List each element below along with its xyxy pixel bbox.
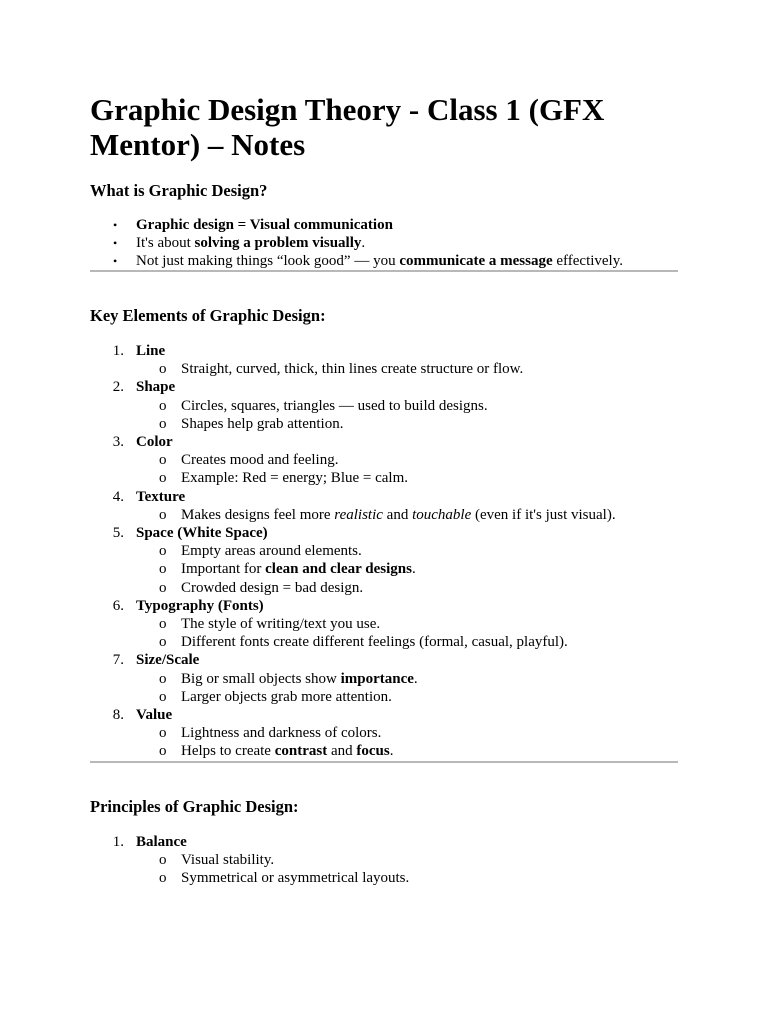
numbered-item xyxy=(90,524,678,597)
principles-list xyxy=(90,833,678,888)
item-number: 1. xyxy=(112,833,124,850)
list-item: • Graphic design = Visual communication xyxy=(113,217,393,233)
item-label: Space (White Space) xyxy=(136,525,268,542)
numbered-item xyxy=(90,597,678,652)
numbered-item xyxy=(90,833,678,888)
item-label: Shape xyxy=(136,379,176,396)
sub-list xyxy=(136,851,678,887)
sub-list-item: o Big or small objects show importance. xyxy=(159,670,418,687)
item-number: 6. xyxy=(112,597,124,614)
sub-list xyxy=(136,670,678,706)
sub-bullet-icon: o xyxy=(159,561,167,578)
numbered-item xyxy=(90,433,678,488)
sub-bullet-icon: o xyxy=(159,743,167,760)
sub-bullet-icon: o xyxy=(159,452,167,469)
horizontal-divider xyxy=(90,270,678,272)
sub-list-item: o Crowded design = bad design. xyxy=(159,579,364,596)
sub-list xyxy=(136,724,678,760)
list-item: • It's about solving a problem visually. xyxy=(113,235,366,251)
numbered-item xyxy=(90,651,678,706)
item-label: Texture xyxy=(136,488,186,505)
sub-bullet-icon: o xyxy=(159,688,167,705)
sub-list xyxy=(136,451,678,487)
sub-bullet-icon: o xyxy=(159,670,167,687)
sub-list-item: o Empty areas around elements. xyxy=(159,543,362,560)
bullet-icon: • xyxy=(113,218,118,232)
item-label: Color xyxy=(136,434,173,451)
numbered-item xyxy=(90,488,678,524)
sub-list-item: o The style of writing/text you use. xyxy=(159,616,381,633)
item-number: 8. xyxy=(112,707,124,724)
sub-list xyxy=(136,542,678,597)
section-heading-what-is: What is Graphic Design? xyxy=(90,181,268,200)
sub-list-item: o Symmetrical or asymmetrical layouts. xyxy=(159,870,410,887)
sub-list xyxy=(136,360,678,378)
sub-bullet-icon: o xyxy=(159,870,167,887)
sub-list-item: o Larger objects grab more attention. xyxy=(159,688,392,705)
sub-bullet-icon: o xyxy=(159,415,167,432)
sub-bullet-icon: o xyxy=(159,506,167,523)
numbered-item xyxy=(90,706,678,761)
list-item: • Not just making things “look good” — you communicate a message effectively. xyxy=(113,253,624,269)
item-number: 2. xyxy=(112,379,124,396)
document-page xyxy=(90,92,678,887)
bullet-list xyxy=(90,216,678,270)
item-label: Value xyxy=(136,707,173,724)
sub-list-item: o Shapes help grab attention. xyxy=(159,415,344,432)
sub-bullet-icon: o xyxy=(159,634,167,651)
sub-list-item: o Straight, curved, thick, thin lines create structure or flow. xyxy=(159,361,524,378)
item-label: Typography (Fonts) xyxy=(136,597,264,614)
sub-bullet-icon: o xyxy=(159,470,167,487)
key-elements-list xyxy=(90,342,678,761)
sub-list-item: o Example: Red = energy; Blue = calm. xyxy=(159,470,408,487)
sub-list xyxy=(136,397,678,433)
sub-list-item: o Visual stability. xyxy=(159,851,275,868)
item-number: 5. xyxy=(112,525,124,542)
sub-bullet-icon: o xyxy=(159,616,167,633)
item-number: 3. xyxy=(112,434,124,451)
page-title: Graphic Design Theory - Class 1 (GFX Mentor) – Notes xyxy=(90,92,605,162)
sub-list-item: o Makes designs feel more realistic and touchable (even if it's just visual). xyxy=(159,506,616,523)
item-number: 1. xyxy=(112,343,124,359)
item-label: Size/Scale xyxy=(136,652,200,669)
sub-list xyxy=(136,615,678,651)
sub-bullet-icon: o xyxy=(159,361,167,378)
numbered-item xyxy=(90,378,678,433)
sub-list-item: o Circles, squares, triangles — used to build designs. xyxy=(159,397,488,414)
item-label: Balance xyxy=(136,833,187,850)
sub-list-item: o Creates mood and feeling. xyxy=(159,452,339,469)
sub-list-item: o Different fonts create different feelings (formal, casual, playful). xyxy=(159,634,568,651)
item-number: 4. xyxy=(112,488,124,505)
sub-list xyxy=(136,506,678,524)
section-heading-key-elements: Key Elements of Graphic Design: xyxy=(90,306,326,325)
numbered-item xyxy=(90,342,678,378)
bullet-icon: • xyxy=(113,236,118,250)
sub-bullet-icon: o xyxy=(159,725,167,742)
sub-list-item: o Helps to create contrast and focus. xyxy=(159,743,394,760)
item-label: Line xyxy=(136,343,166,359)
sub-list-item: o Important for clean and clear designs. xyxy=(159,561,416,578)
sub-bullet-icon: o xyxy=(159,543,167,560)
sub-list-item: o Lightness and darkness of colors. xyxy=(159,725,382,742)
horizontal-divider xyxy=(90,761,678,763)
sub-bullet-icon: o xyxy=(159,851,167,868)
sub-bullet-icon: o xyxy=(159,397,167,414)
sub-bullet-icon: o xyxy=(159,579,167,596)
bullet-icon: • xyxy=(113,254,118,268)
section-heading-principles: Principles of Graphic Design: xyxy=(90,796,299,816)
item-number: 7. xyxy=(112,652,124,669)
